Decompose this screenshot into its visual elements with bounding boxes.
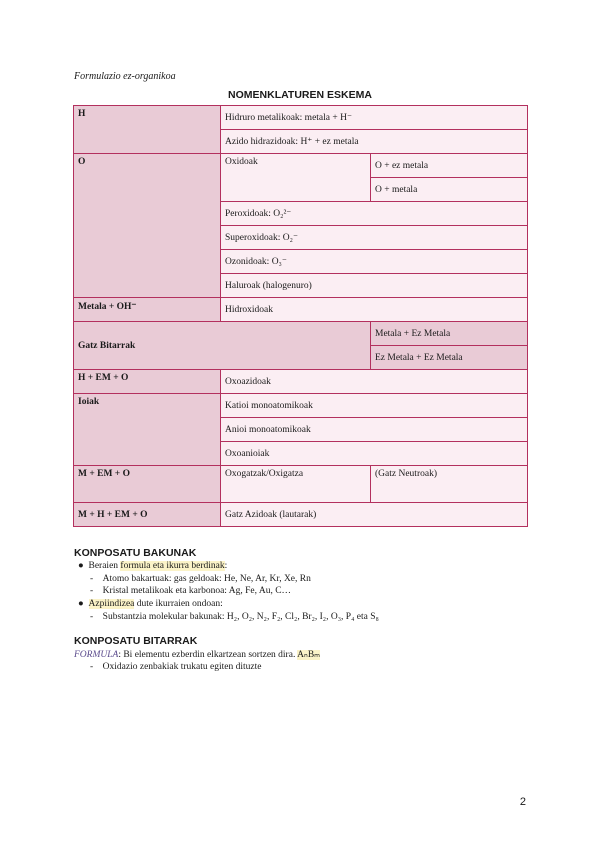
cell-superoxidoak: Superoxidoak: O₂⁻ bbox=[221, 226, 528, 250]
page-subtitle: Formulazio ez-organikoa bbox=[74, 71, 176, 82]
cell-oxoanioiak: Oxoanioiak bbox=[221, 442, 528, 466]
cell-hidruro: Hidruro metalikoak: metala + H⁻ bbox=[221, 106, 528, 130]
row-m-h-em-o: M + H + EM + O bbox=[74, 503, 221, 527]
row-metala-oh: Metala + OH⁻ bbox=[74, 298, 221, 322]
cell-o-metala: O + metala bbox=[371, 178, 528, 202]
dash-icon: - bbox=[90, 612, 103, 622]
row-h: H bbox=[74, 106, 221, 154]
dash-item: - Oxidazio zenbakiak trukatu egiten dituzte bbox=[90, 662, 262, 672]
cell-haluroak: Haluroak (halogenuro) bbox=[221, 274, 528, 298]
bullet-item: ● Beraien formula eta ikurra berdinak: bbox=[78, 561, 228, 571]
row-o: O bbox=[74, 154, 221, 298]
cell-oxogatzak: Oxogatzak/Oxigatza bbox=[221, 466, 371, 503]
dash-item: - Substantzia molekular bakunak: H₂, O₂, N₂, F₂, Cl₂, Br₂, I₂, O₃, P₄ eta S₈ bbox=[90, 612, 379, 622]
dash-icon: - bbox=[90, 574, 103, 584]
dash-icon: - bbox=[90, 662, 103, 672]
page-number: 2 bbox=[519, 796, 526, 808]
cell-oxoazidoak: Oxoazidoak bbox=[221, 370, 528, 394]
formula-line: FORMULA: Bi elementu ezberdin elkartzean sortzen dira. AₙBₘ bbox=[74, 650, 321, 660]
dash-icon: - bbox=[90, 586, 103, 596]
cell-azido-hidrazidoak: Azido hidrazidoak: H⁺ + ez metala bbox=[221, 130, 528, 154]
cell-ez-metala-ez-metala: Ez Metala + Ez Metala bbox=[371, 346, 528, 370]
cell-oxidoak: Oxidoak bbox=[221, 154, 371, 202]
cell-o-ez-metala: O + ez metala bbox=[371, 154, 528, 178]
row-ioiak: Ioiak bbox=[74, 394, 221, 466]
cell-gatz-neutroak: (Gatz Neutroak) bbox=[371, 466, 528, 503]
table-heading: NOMENKLATUREN ESKEMA bbox=[228, 89, 372, 101]
cell-gatz-azidoak: Gatz Azidoak (lautarak) bbox=[221, 503, 528, 527]
cell-metala-ez-metala: Metala + Ez Metala bbox=[371, 322, 528, 346]
cell-hidroxidoak: Hidroxidoak bbox=[221, 298, 528, 322]
section-bakunak-title: KONPOSATU BAKUNAK bbox=[74, 547, 197, 559]
cell-anioi: Anioi monoatomikoak bbox=[221, 418, 528, 442]
row-gatz-bitarrak: Gatz Bitarrak bbox=[74, 322, 371, 370]
cell-katioi: Katioi monoatomikoak bbox=[221, 394, 528, 418]
row-m-em-o: M + EM + O bbox=[74, 466, 221, 503]
dash-item: - Kristal metalikoak eta karbonoa: Ag, Fe, Au, C… bbox=[90, 586, 292, 596]
bullet-item: ● Azpiindizea dute ikurraien ondoan: bbox=[78, 599, 223, 609]
section-bitarrak-title: KONPOSATU BITARRAK bbox=[74, 635, 198, 647]
dash-item: - Atomo bakartuak: gas geldoak: He, Ne, Ar, Kr, Xe, Rn bbox=[90, 574, 311, 584]
bullet-icon: ● bbox=[78, 599, 89, 609]
cell-ozonidoak: Ozonidoak: O₃⁻ bbox=[221, 250, 528, 274]
nomenclature-table bbox=[73, 105, 528, 527]
cell-peroxidoak: Peroxidoak: O₂²⁻ bbox=[221, 202, 528, 226]
bullet-icon: ● bbox=[78, 561, 89, 571]
row-h-em-o: H + EM + O bbox=[74, 370, 221, 394]
